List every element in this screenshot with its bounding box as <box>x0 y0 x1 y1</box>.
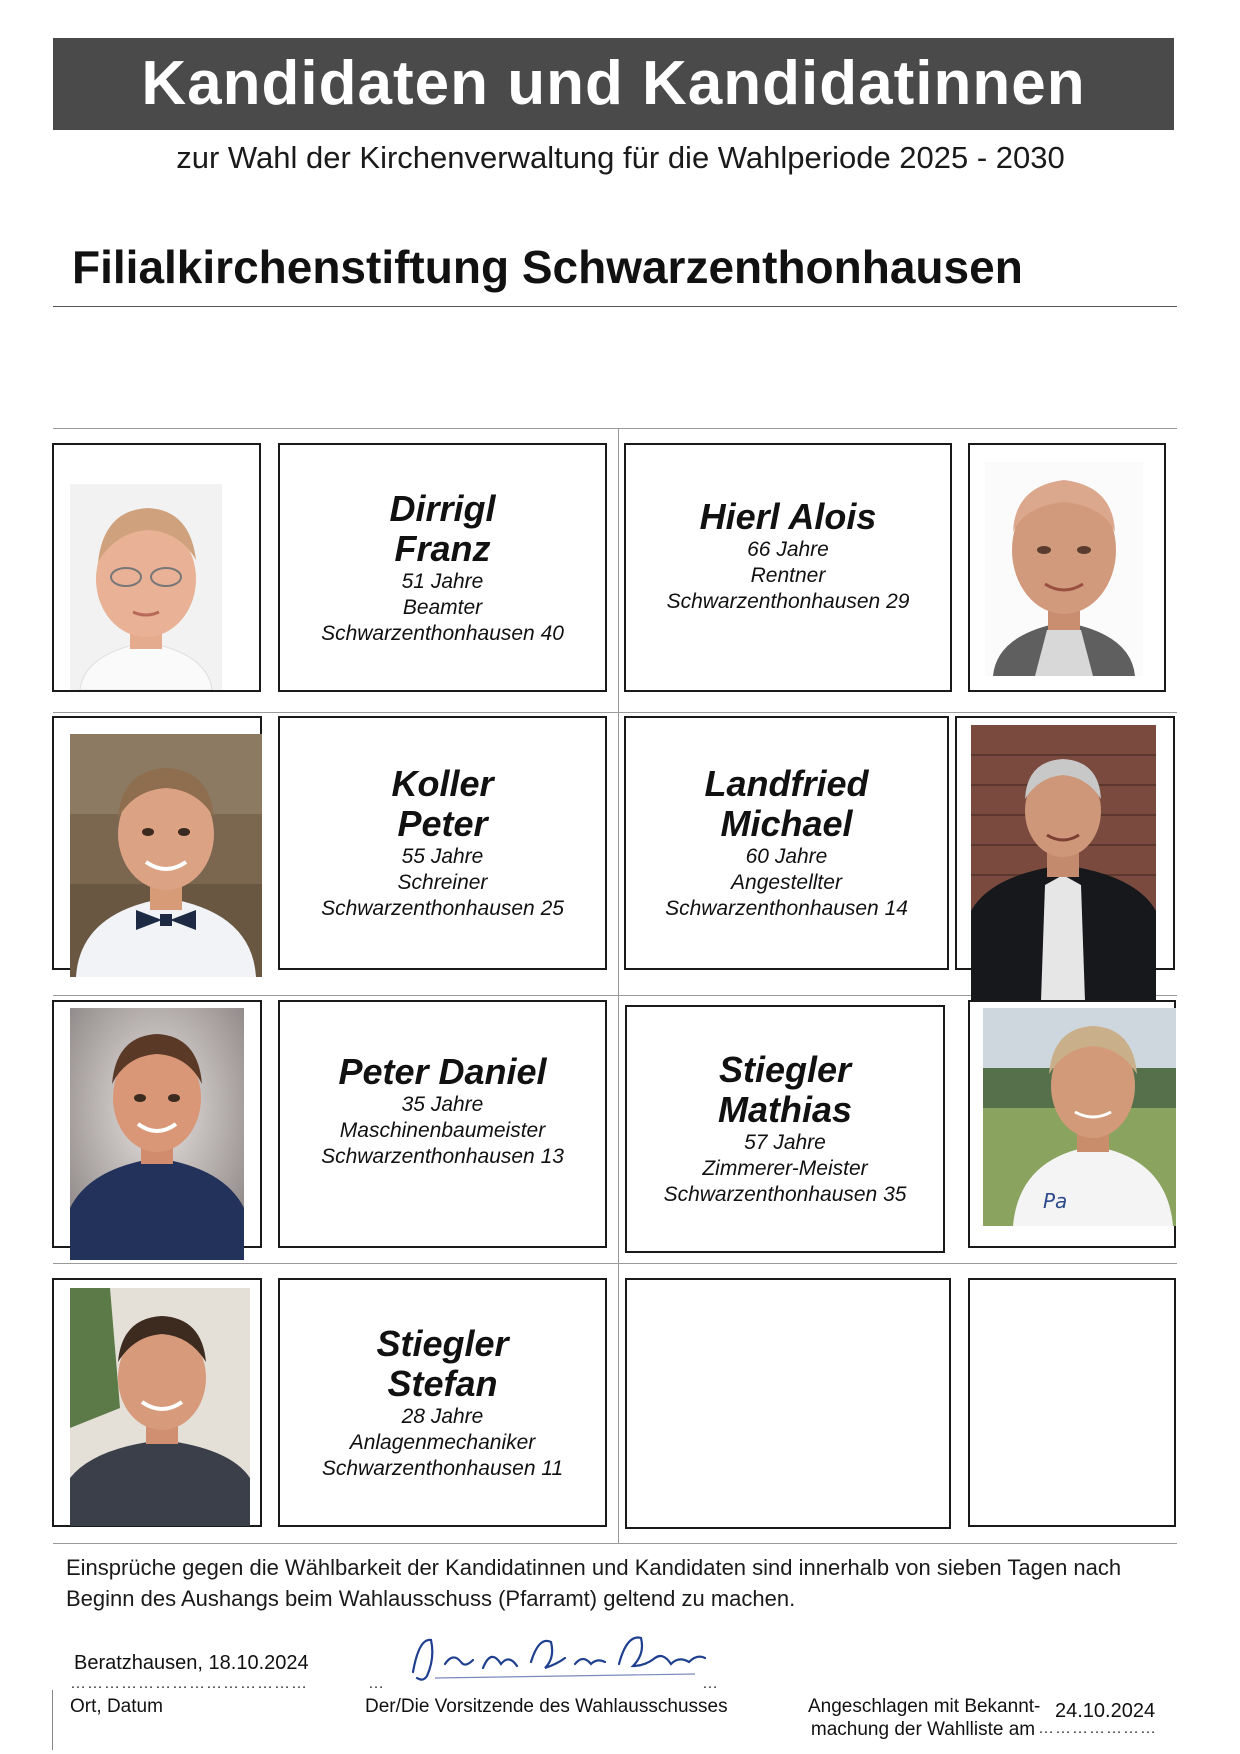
empty-candidate-card <box>625 1278 951 1529</box>
candidate-name: Hierl Alois <box>699 496 877 537</box>
candidate-address: Schwarzenthonhausen 14 <box>665 897 908 920</box>
candidate-address: Schwarzenthonhausen 29 <box>666 590 910 613</box>
candidate-address: Schwarzenthonhausen 11 <box>321 1456 564 1480</box>
signature-line-start: … <box>368 1675 385 1692</box>
candidate-occupation: Angestellter <box>731 871 842 894</box>
candidate-photo <box>971 725 1156 1001</box>
candidate-firstname: Mathias <box>717 1089 853 1130</box>
candidate-name: Peter Daniel <box>338 1051 547 1092</box>
signature <box>405 1628 715 1688</box>
foundation-name: Filialkirchenstiftung Schwarzenthonhausen <box>72 241 1023 293</box>
grid-line-row3 <box>53 1263 1177 1264</box>
candidate-age: 57 Jahre <box>744 1131 826 1154</box>
candidate-occupation: Maschinenbaumeister <box>339 1119 546 1142</box>
candidate-photo <box>70 1008 244 1260</box>
candidate-address: Schwarzenthonhausen 40 <box>321 621 564 645</box>
svg-text:Pa: Pa <box>1043 1189 1068 1213</box>
posted-label <box>808 1695 1041 1741</box>
candidate-surname: Koller <box>391 763 494 804</box>
candidate-surname: Landfried <box>704 763 869 804</box>
candidate-surname: Stiegler <box>718 1049 852 1090</box>
place-date: Beratzhausen, 18.10.2024 <box>74 1652 309 1674</box>
margin-line <box>52 1690 53 1750</box>
posted-date-line: ………………… <box>1038 1720 1157 1737</box>
candidate-card <box>624 716 949 970</box>
candidate-address: Schwarzenthonhausen 35 <box>663 1183 907 1206</box>
candidate-occupation: Zimmerer-Meister <box>702 1157 868 1180</box>
signature-line-end: … <box>702 1675 719 1692</box>
grid-line-row1 <box>53 712 1177 713</box>
grid-line-bottom <box>53 1543 1177 1544</box>
candidate-age: 35 Jahre <box>401 1093 484 1116</box>
candidate-firstname: Michael <box>720 803 853 844</box>
candidate-occupation: Rentner <box>750 564 826 587</box>
candidate-age: 51 Jahre <box>401 569 484 593</box>
candidate-card <box>278 443 607 692</box>
candidate-address: Schwarzenthonhausen 25 <box>321 897 564 920</box>
grid-line-top <box>53 428 1177 429</box>
objection-notice: Einsprüche gegen die Wählbarkeit der Kandidatinnen und Kandidaten sind innerhalb von sieben Tagen nach Beginn des Aushangs beim Wahlausschuss (Pfarramt) geltend zu machen. <box>66 1555 1122 1611</box>
candidate-address: Schwarzenthonhausen 13 <box>321 1145 564 1168</box>
candidate-occupation: Beamter <box>402 595 483 619</box>
candidate-occupation: Schreiner <box>397 871 488 894</box>
page-title: Kandidaten und Kandidatinnen <box>53 38 1174 130</box>
page-subtitle: zur Wahl der Kirchenverwaltung für die Wahlperiode 2025 - 2030 <box>176 140 1065 175</box>
candidate-card <box>278 716 607 970</box>
place-date-line: …………………………………… <box>70 1675 308 1692</box>
candidate-card <box>624 443 952 692</box>
empty-photo-frame <box>968 1278 1176 1527</box>
candidate-card <box>625 1005 945 1253</box>
candidate-firstname: Franz <box>394 527 491 569</box>
candidate-photo <box>983 1008 1176 1226</box>
candidate-surname: Dirrigl <box>389 487 496 529</box>
candidate-photo <box>985 462 1143 676</box>
candidate-surname: Stiegler <box>376 1322 509 1364</box>
posted-date: 24.10.2024 <box>1055 1700 1156 1722</box>
candidate-occupation: Anlagenmechaniker <box>349 1430 536 1454</box>
candidate-age: 28 Jahre <box>401 1404 484 1428</box>
candidate-age: 60 Jahre <box>745 845 828 868</box>
candidate-age: 55 Jahre <box>401 845 484 868</box>
candidate-photo <box>70 484 222 690</box>
place-date-label: Ort, Datum <box>70 1696 163 1717</box>
candidate-firstname: Peter <box>397 803 488 844</box>
chair-label: Der/Die Vorsitzende des Wahlausschusses <box>365 1696 728 1717</box>
candidate-photo <box>70 1288 250 1526</box>
grid-line-center <box>618 428 619 1543</box>
candidate-age: 66 Jahre <box>747 538 829 561</box>
title-divider <box>53 306 1177 307</box>
candidate-photo <box>70 734 262 977</box>
candidate-firstname: Stefan <box>387 1362 498 1404</box>
candidate-card <box>278 1278 607 1527</box>
posted-label-line2: machung der Wahlliste am <box>810 1719 1036 1740</box>
candidate-card <box>278 1000 607 1248</box>
posted-label-line1: Angeschlagen mit Bekannt- <box>808 1696 1041 1717</box>
